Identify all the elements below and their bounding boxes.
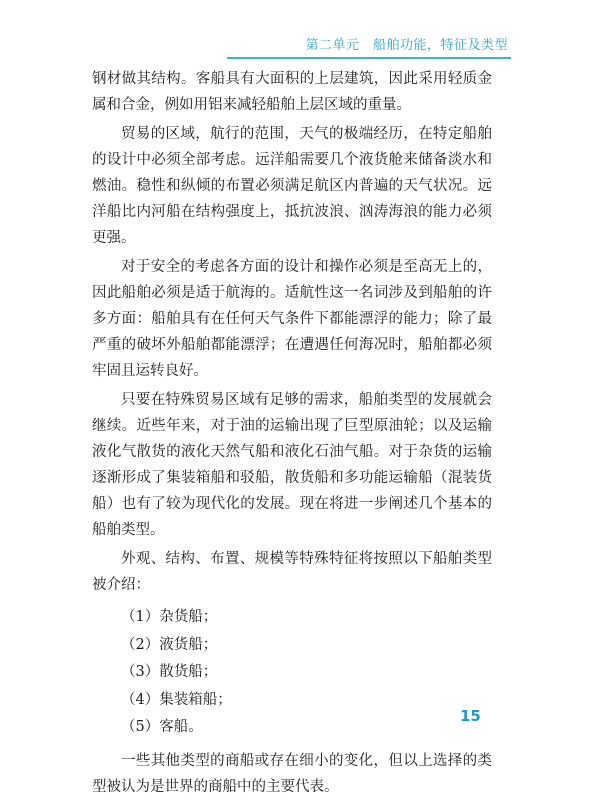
list-item: （5）客船。: [121, 719, 203, 735]
list-item: （3）散货船；: [121, 664, 218, 680]
paragraph-5: 外观、结构、布置、规模等特殊特征将按照以下船舶类型被介绍：: [92, 551, 492, 593]
list-item: （4）集装箱船；: [121, 691, 232, 708]
running-header: 第二单元 船舶功能，特征及类型: [305, 38, 508, 53]
paragraph-6: 一些其他类型的商船或存在细小的变化，但以上选择的类型被认为是世界的商船中的主要代表。: [92, 752, 492, 795]
header-rule: [227, 57, 511, 59]
list-item: （1）杂货船；: [121, 609, 218, 625]
paragraph-4: 只要在特殊贸易区域有足够的需求，船舶类型的发展就会继续。近些年来，对于油的运输出现了巨型原油轮；以及运输液化气散货的液化天然气船和液化石油气船。对于杂货的运输逐渐形成了集装箱船和驳船，散货船和多功能运输船（混装货船）也有了较为现代化的发展。现在将进一步阐述几个基本的船舶类型。: [92, 392, 492, 538]
ship-type-list: [92, 604, 492, 742]
paragraph-3: 对于安全的考虑各方面的设计和操作必须是至高无上的，因此船舶必须是适于航海的。适航性这一名词涉及到船舶的许多方面：船舶具有在任何天气条件下都能漂浮的能力；除了最严重的破坏外船舶都能漂浮；在遭遇任何海况时，船舶都必须牢固且运转良好。: [92, 259, 492, 379]
list-item: （2）液货船；: [121, 636, 218, 653]
paragraph-1: 钢材做其结构。客船具有大面积的上层建筑，因此采用轻质金属和合金，例如用铝来减轻船舶上层区域的重量。: [92, 71, 492, 113]
page-number: 15: [460, 707, 481, 725]
page-body: [92, 66, 492, 803]
paragraph-2: 贸易的区域，航行的范围，天气的极端经历，在特定船舶的设计中必须全部考虑。远洋船需要几个液货舱来储备淡水和燃油。稳性和纵倾的布置必须满足航区内普遍的天气状况。远洋船比内河船在结构强度上，抵抗波浪、汹涛海浪的能力必须更强。: [92, 126, 492, 246]
